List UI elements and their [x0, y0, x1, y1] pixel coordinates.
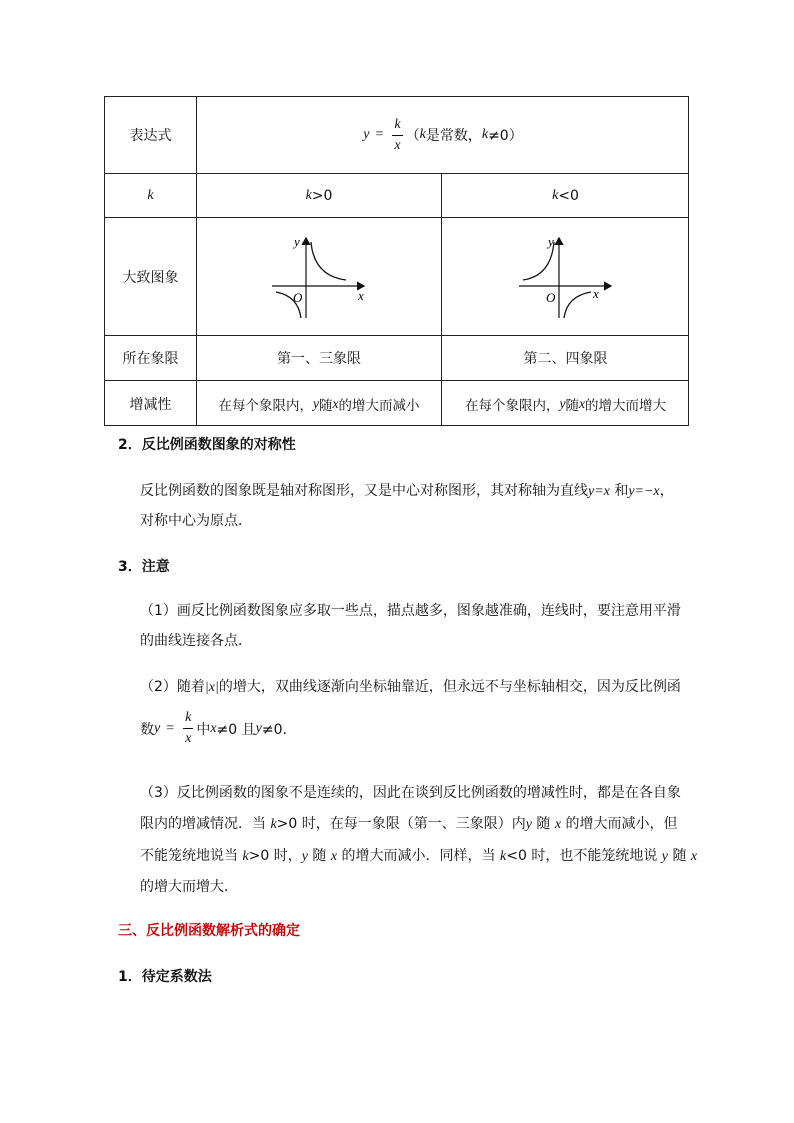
- formula-note-k2: k: [481, 127, 489, 142]
- var-y: y: [525, 817, 532, 832]
- row-header-graph: [105, 218, 196, 335]
- text-run: 随: [307, 848, 331, 864]
- note-3-line-3: [140, 845, 697, 865]
- origin-label: O: [545, 289, 555, 305]
- text-run: （2）随着: [140, 679, 205, 695]
- mono-text: 的增大而增大: [585, 397, 666, 414]
- row-header-label: 所在象限: [122, 351, 179, 367]
- text-run: >0 时，: [248, 848, 302, 864]
- text-run: ≠0 且: [216, 721, 256, 738]
- origin-label: O: [293, 289, 303, 305]
- axis-label-y: y: [547, 233, 554, 249]
- text-run: 中: [196, 721, 211, 738]
- text-run: >0 时，在每一象限（第一、三象限）内: [276, 816, 526, 832]
- var-y: y: [661, 849, 668, 864]
- formula-note-open: （: [405, 128, 420, 144]
- inline-fraction: [183, 711, 193, 746]
- text-run: 的增大而减小，但: [561, 816, 678, 832]
- quadrants-text: 第二、四象限: [523, 351, 608, 367]
- formula-note-k: k: [419, 127, 426, 142]
- note-1-line-1: （1）画反比例函数图象应多取一些点，描点越多，图象越准确，连线时，要注意用平滑: [140, 603, 681, 619]
- text-run: 反比例函数的图象既是轴对称图形，又是中心对称图形，其对称轴为直线: [140, 483, 588, 499]
- fraction-denominator: x: [185, 731, 192, 746]
- branch-quadrant-1: [311, 242, 346, 280]
- k-negative-cell: [442, 174, 689, 217]
- var-x: x: [579, 395, 585, 411]
- var-k: k: [270, 817, 277, 832]
- section-2-heading: 2．反比例函数图象的对称性: [118, 437, 296, 453]
- fraction-denominator: x: [394, 137, 401, 153]
- note-3-line-1: （3）反比例函数的图象不是连续的，因此在谈到反比例函数的增减性时，都是在各自象: [140, 785, 681, 801]
- k-positive-cell: [197, 174, 441, 217]
- text-run: 不能笼统地说当: [140, 848, 243, 864]
- mono-text: 在每个象限内，: [218, 397, 313, 414]
- text-run: 随: [531, 816, 555, 832]
- text-run: ≠0．: [261, 721, 297, 738]
- var-k: k: [500, 849, 507, 864]
- var-y: y: [255, 720, 262, 736]
- mono-text: 随: [565, 397, 579, 414]
- fraction-numerator: k: [183, 711, 193, 729]
- subsection-1-heading: 1．待定系数法: [118, 969, 212, 985]
- graph-k-positive: [197, 218, 441, 335]
- properties-table: [104, 96, 689, 426]
- axis-label-x: x: [358, 287, 364, 303]
- k-symbol: k: [552, 187, 559, 203]
- equation-y-equals-minus-x: y=−x: [628, 484, 660, 499]
- var-x: x: [554, 817, 562, 832]
- row-header-quadrants: [105, 336, 196, 380]
- row-header-monotonicity: [105, 381, 196, 426]
- text-run: 和: [609, 483, 629, 499]
- text-run: 的增大而减小．同样，当: [337, 848, 501, 864]
- text-run: ，: [659, 483, 674, 499]
- graph-k-negative: [442, 218, 689, 335]
- var-y: y: [301, 849, 308, 864]
- k-symbol: k: [305, 187, 312, 203]
- equation-y-equals-x: y=x: [588, 484, 610, 499]
- row-header-label: 表达式: [129, 128, 172, 144]
- row-header-expression: [105, 97, 196, 173]
- text-run: 的增大，双曲线逐渐向坐标轴靠近，但永远不与坐标轴相交，因为反比例函: [218, 679, 681, 695]
- var-y: y: [559, 395, 566, 411]
- formula-note-end: ≠0）: [488, 128, 523, 144]
- hyperbola-quadrants-1-3-graph: [264, 232, 374, 322]
- quadrants-k-negative: [442, 336, 689, 380]
- var-x: x: [332, 395, 339, 411]
- section-2-paragraph-line-1: [140, 480, 674, 500]
- abs-x: |x|: [204, 680, 219, 695]
- var-k: k: [242, 849, 249, 864]
- text-run: 随: [668, 848, 691, 864]
- branch-quadrant-4: [564, 292, 591, 318]
- note-3-line-4: 的增大而增大．: [140, 879, 238, 895]
- axis-label-x: x: [592, 285, 599, 301]
- row-header-k: [105, 174, 196, 217]
- var-y: y: [313, 395, 319, 411]
- quadrants-k-positive: [197, 336, 441, 380]
- section-2-paragraph-line-2: 对称中心为原点．: [140, 513, 252, 529]
- text-run: 数: [140, 721, 154, 738]
- section-3-heading: 3．注意: [118, 559, 170, 575]
- var-x: x: [210, 720, 217, 736]
- row-header-label: 增减性: [129, 396, 172, 413]
- mono-text: 随: [319, 397, 333, 414]
- text-run: <0 时，也不能笼统地说: [506, 848, 662, 864]
- note-2-line-2: [140, 711, 297, 746]
- note-2-line-1: [140, 676, 681, 696]
- formula-note-text: 是常数，: [425, 128, 482, 144]
- equals-sign: =: [166, 720, 175, 736]
- expression-cell: [197, 97, 689, 173]
- quadrants-text: 第一、三象限: [277, 351, 361, 367]
- monotonicity-k-positive: [197, 381, 441, 426]
- formula-fraction: [392, 118, 402, 153]
- formula-equals: =: [375, 127, 384, 142]
- row-header-label: k: [147, 187, 154, 203]
- axis-label-y: y: [294, 233, 300, 249]
- text-run: 限内的增减情况．当: [140, 816, 271, 832]
- var-x: x: [690, 849, 698, 864]
- formula-y: y: [363, 127, 370, 142]
- fraction-numerator: k: [392, 118, 402, 136]
- mono-text: 的增大而减小: [338, 397, 420, 414]
- row-header-label: 大致图象: [122, 269, 179, 286]
- k-condition: >0: [311, 187, 333, 204]
- var-x: x: [330, 849, 338, 864]
- note-1-line-2: 的曲线连接各点．: [140, 633, 252, 649]
- note-3-line-2: [140, 813, 678, 833]
- mono-text: 在每个象限内，: [465, 397, 560, 414]
- var-y: y: [154, 720, 161, 736]
- k-condition: <0: [558, 187, 579, 204]
- chapter-three-heading: 三、反比例函数解析式的确定: [118, 923, 300, 939]
- monotonicity-k-negative: [442, 381, 689, 426]
- hyperbola-quadrants-2-4-graph: [511, 232, 621, 322]
